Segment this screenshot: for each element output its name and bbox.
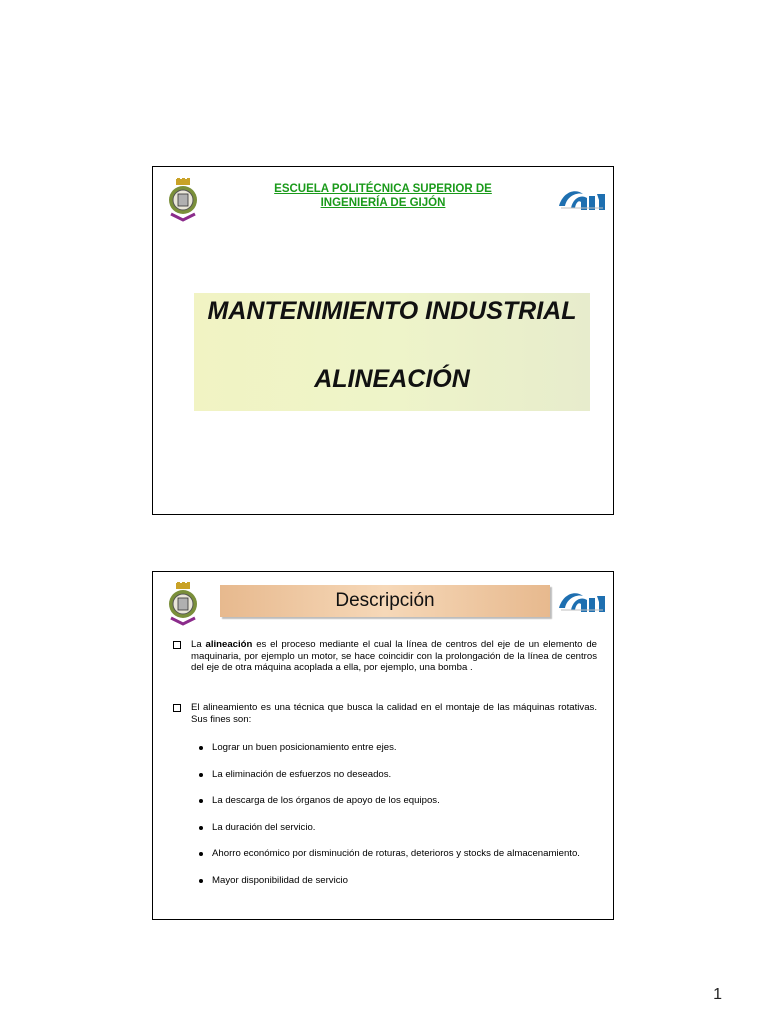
topic-title: ALINEACIÓN (314, 365, 470, 393)
bullet-dot-icon (199, 826, 203, 830)
bullet-dot-icon (199, 746, 203, 750)
course-title: MANTENIMIENTO INDUSTRIAL (207, 297, 577, 325)
checkbox-bullet-icon (173, 704, 181, 712)
university-crest-icon (165, 582, 201, 626)
paragraph-definition-text: es el proceso mediante el cual la línea de centros del eje de un elemento de maquinaria, por ejemplo un motor, se hace coincidir con la prolongación de la línea de centros del eje de otra máquina acoplada a ella, por ejemplo, una bomba . (191, 639, 597, 674)
list-item-text: Lograr un buen posicionamiento entre ejes. (212, 742, 397, 753)
paragraph-definition-keyword: alineación (205, 639, 253, 650)
list-item-text: La eliminación de esfuerzos no deseados. (212, 768, 392, 780)
title-box (194, 293, 590, 411)
page-number: 1 (713, 986, 722, 1003)
school-title (243, 182, 523, 210)
list-item (199, 822, 597, 834)
university-crest-icon (165, 178, 201, 222)
school-title-line2: INGENIERÍA DE GIJÓN (320, 197, 446, 209)
bullet-dot-icon (199, 773, 203, 777)
list-item (199, 848, 597, 860)
paragraph-purpose (191, 702, 597, 725)
title-slide (152, 166, 614, 515)
list-item-text: Ahorro económico por disminución de roturas, deterioros y stocks de almacenamiento. (212, 848, 580, 860)
paragraph-definition-pre: La (191, 639, 206, 650)
school-title-line1: ESCUELA POLITÉCNICA SUPERIOR DE (274, 183, 492, 195)
list-item (199, 795, 597, 807)
bullet-dot-icon (199, 879, 203, 883)
department-logo-icon (557, 184, 607, 214)
section-header: Descripción (220, 585, 550, 617)
description-slide (152, 571, 614, 920)
list-item (199, 875, 597, 887)
bullet-dot-icon (199, 852, 203, 856)
list-item-text: La descarga de los órganos de apoyo de los equipos. (212, 795, 440, 807)
list-item-text: Mayor disponibilidad de servicio (212, 874, 348, 886)
list-item-text: La duración del servicio. (212, 821, 316, 833)
list-item (199, 742, 597, 754)
bullet-dot-icon (199, 799, 203, 803)
list-item (199, 769, 597, 781)
purposes-list (199, 742, 597, 902)
department-logo-icon (557, 586, 607, 616)
paragraph-purpose-text: El alineamiento es una técnica que busca la calidad en el montaje de las máquinas rotativas. Sus fines son: (191, 702, 597, 725)
checkbox-bullet-icon (173, 641, 181, 649)
paragraph-definition (191, 639, 597, 674)
